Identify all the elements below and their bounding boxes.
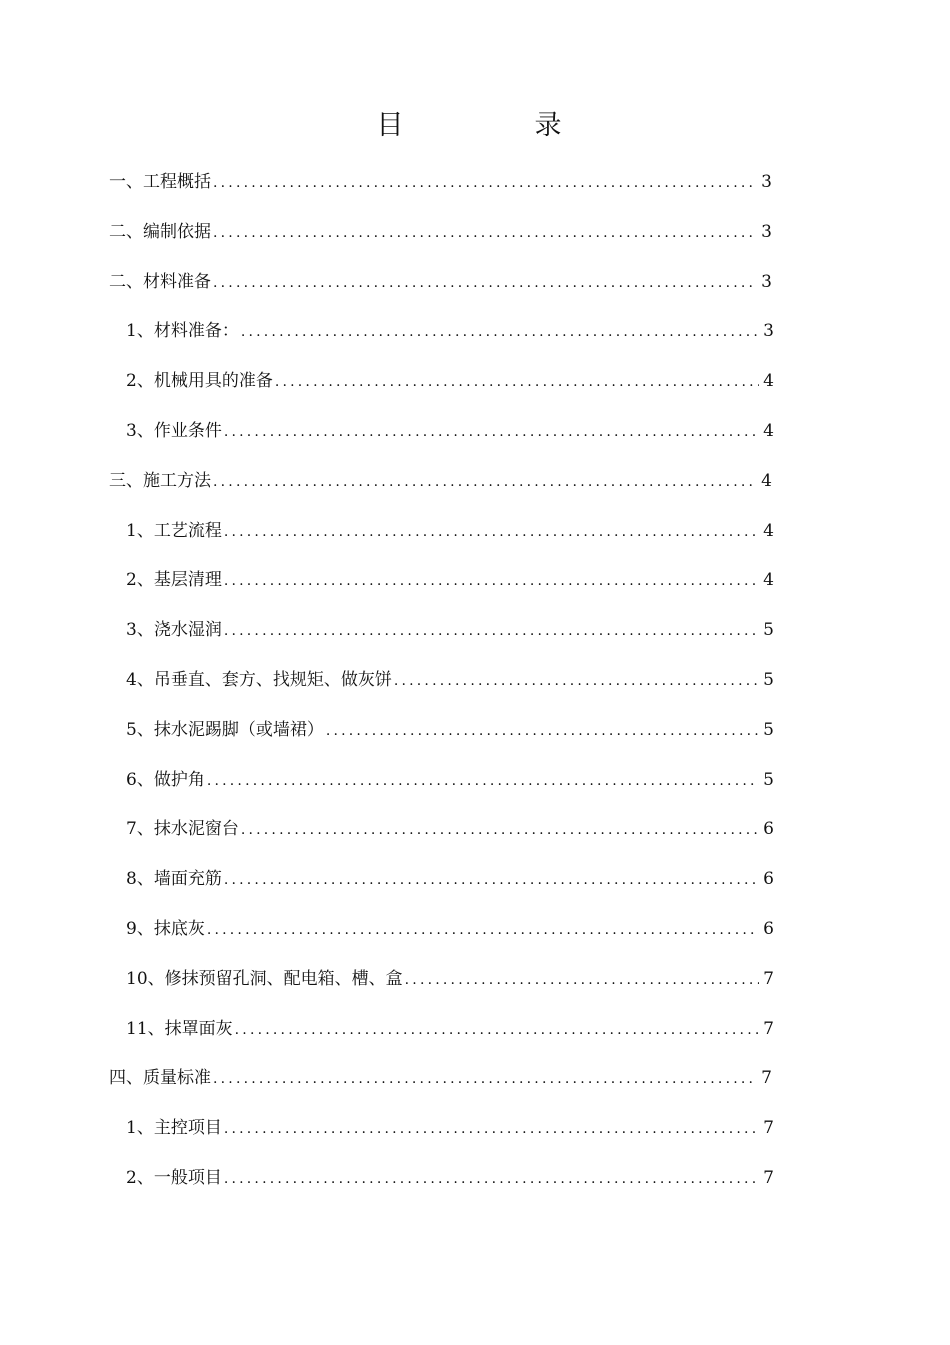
toc-entry-page-number: 3 <box>763 321 774 342</box>
toc-entry-label: 3、作业条件 <box>126 420 222 441</box>
toc-entry-label: 2、一般项目 <box>126 1167 222 1188</box>
toc-entry[interactable] <box>109 663 774 713</box>
toc-entry[interactable] <box>109 1012 774 1062</box>
toc-entry-label: 四、质量标准 <box>109 1068 211 1089</box>
toc-entry[interactable] <box>109 763 774 813</box>
toc-entry[interactable] <box>109 165 774 215</box>
toc-entry-label: 三、施工方法 <box>109 470 211 491</box>
toc-dot-leader <box>224 614 759 648</box>
toc-entry-label: 一、工程概括 <box>109 172 211 192</box>
toc-dot-leader <box>213 465 757 499</box>
toc-title: 目 录 <box>376 110 614 141</box>
toc-dot-leader <box>224 1162 759 1196</box>
toc-entry[interactable] <box>109 713 774 763</box>
toc-entry[interactable] <box>109 912 774 962</box>
toc-entry-label: 6、做护角 <box>126 769 205 790</box>
toc-entry-page-number: 6 <box>763 869 774 890</box>
toc-dot-leader <box>224 863 759 897</box>
toc-dot-leader <box>241 315 759 349</box>
toc-entry[interactable] <box>109 862 774 912</box>
toc-dot-leader <box>224 515 759 549</box>
toc-entry[interactable] <box>109 414 774 464</box>
toc-entry-page-number: 4 <box>763 520 774 541</box>
toc-dot-leader <box>224 1112 759 1146</box>
toc-entry-page-number: 3 <box>761 221 772 242</box>
toc-entry-label: 8、墙面充筋 <box>126 869 222 890</box>
toc-entry-label: 4、吊垂直、套方、找规矩、做灰饼 <box>126 669 392 690</box>
toc-dot-leader <box>224 415 759 449</box>
toc-entry-label: 5、抹水泥踢脚（或墙裙） <box>126 719 324 740</box>
toc-dot-leader <box>213 1062 757 1096</box>
toc-entry-label: 7、抹水泥窗台 <box>126 819 239 840</box>
toc-dot-leader <box>235 1013 759 1047</box>
toc-entry[interactable] <box>109 1111 774 1161</box>
toc-entry-page-number: 4 <box>763 371 774 392</box>
toc-entry[interactable] <box>109 1061 774 1111</box>
toc-entry-label: 11、抹罩面灰 <box>126 1018 233 1039</box>
toc-entry-label: 二、编制依据 <box>109 221 211 242</box>
toc-entry[interactable] <box>109 215 774 265</box>
toc-entry-label: 9、抹底灰 <box>126 918 205 939</box>
toc-entry-page-number: 3 <box>761 271 772 292</box>
toc-entry-page-number: 6 <box>763 819 774 840</box>
toc-dot-leader <box>207 764 759 798</box>
toc-dot-leader <box>394 664 759 698</box>
toc-entry[interactable] <box>109 514 774 564</box>
toc-entry-label: 1、主控项目 <box>126 1118 222 1139</box>
toc-entry-label: 1、材料准备： <box>126 321 239 342</box>
toc-entry-page-number: 3 <box>761 172 772 192</box>
toc-entry[interactable] <box>109 265 774 315</box>
toc-entry-page-number: 5 <box>763 669 774 690</box>
toc-entry-page-number: 7 <box>763 1118 774 1139</box>
toc-dot-leader <box>213 216 757 250</box>
toc-dot-leader <box>224 564 759 598</box>
toc-dot-leader <box>405 963 759 997</box>
toc-dot-leader <box>275 365 759 399</box>
toc-entry[interactable] <box>109 364 774 414</box>
toc-entry-page-number: 4 <box>763 570 774 591</box>
toc-list <box>109 165 774 1211</box>
toc-dot-leader <box>207 913 759 947</box>
toc-entry-page-number: 7 <box>763 1018 774 1039</box>
toc-entry[interactable] <box>109 613 774 663</box>
toc-dot-leader <box>213 166 757 200</box>
toc-entry-page-number: 6 <box>763 918 774 939</box>
toc-entry-page-number: 5 <box>763 620 774 641</box>
toc-entry[interactable] <box>109 314 774 364</box>
toc-entry[interactable] <box>109 464 774 514</box>
toc-entry-label: 10、修抹预留孔洞、配电箱、槽、盒 <box>126 968 403 989</box>
toc-entry-page-number: 7 <box>763 968 774 989</box>
toc-entry-page-number: 4 <box>763 420 774 441</box>
toc-dot-leader <box>326 714 759 748</box>
toc-entry-page-number: 7 <box>763 1167 774 1188</box>
toc-entry-page-number: 4 <box>761 470 772 491</box>
toc-entry[interactable] <box>109 962 774 1012</box>
toc-entry-page-number: 5 <box>763 769 774 790</box>
toc-entry[interactable] <box>109 563 774 613</box>
toc-entry-label: 2、机械用具的准备 <box>126 371 273 392</box>
toc-entry-label: 3、浇水湿润 <box>126 620 222 641</box>
toc-dot-leader <box>213 266 757 300</box>
toc-entry-page-number: 5 <box>763 719 774 740</box>
toc-dot-leader <box>241 813 759 847</box>
toc-entry-label: 二、材料准备 <box>109 271 211 292</box>
toc-entry[interactable] <box>109 812 774 862</box>
toc-entry-label: 1、工艺流程 <box>126 520 222 541</box>
toc-entry-label: 2、基层清理 <box>126 570 222 591</box>
toc-entry[interactable] <box>109 1161 774 1211</box>
toc-entry-page-number: 7 <box>761 1068 772 1089</box>
